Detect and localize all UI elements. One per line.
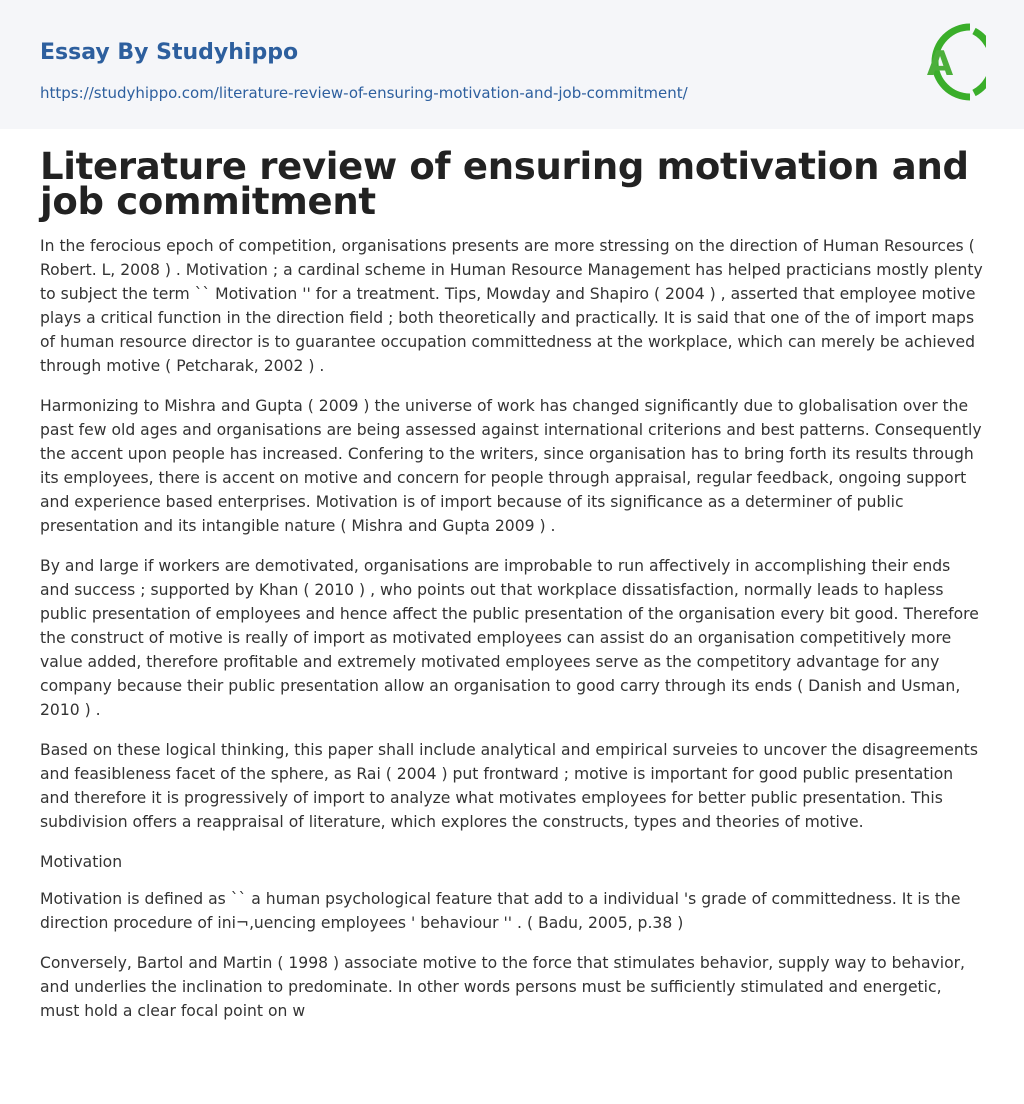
article-paragraph: By and large if workers are demotivated, organisations are improbable to run affectively in accomplishing their ends and success ; supported by Khan ( 2010 ) , who points out that workplace dissatisfaction, normally leads to hapless public presentation of employees and hence affect the public presentation of the organisation every bit good. Therefore the construct of motive is really of import as motivated employees can assist do an organisation competitively more value added, therefore profitable and extremely motivated employees serve as the competitory advantage for any company because their public presentation allow an organisation to good carry through its ends ( Danish and Usman, 2010 ) . <box>40 557 979 719</box>
logo-letter: A <box>926 44 954 84</box>
studyhippo-logo-icon[interactable] <box>912 19 986 105</box>
article-paragraph: In the ferocious epoch of competition, organisations presents are more stressing on the direction of Human Resources ( Robert. L, 2008 ) . Motivation ; a cardinal scheme in Human Resource Management has helped practicians mostly plenty to subject the term `` Motivation '' for a treatment. Tips, Mowday and Shapiro ( 2004 ) , asserted that employee motive plays a critical function in the direction field ; both theoretically and practically. It is said that one of the of import maps of human resource director is to guarantee occupation committedness at the workplace, which can merely be achieved through motive ( Petcharak, 2002 ) . <box>40 237 983 375</box>
section-heading: Motivation <box>40 853 123 871</box>
page-url-link[interactable]: https://studyhippo.com/literature-review-of-ensuring-motivation-and-job-commitment/ <box>40 84 688 102</box>
article-paragraph: Motivation is defined as `` a human psychological feature that add to a individual 's grade of committedness. It is the direction procedure of ini¬‚uencing employees ' behaviour '' . ( Badu, 2005, p.38 ) <box>40 890 961 932</box>
article-paragraph: Harmonizing to Mishra and Gupta ( 2009 ) the universe of work has changed significantly due to globalisation over the past few old ages and organisations are being assessed against international criterions and best patterns. Consequently the accent upon people has increased. Confering to the writers, since organisation has to bring forth its results through its employees, there is accent on motive and concern for people through appraisal, regular feedback, ongoing support and experience based enterprises. Motivation is of import because of its significance as a determiner of public presentation and its intangible nature ( Mishra and Gupta 2009 ) . <box>40 397 982 535</box>
article-paragraph: Conversely, Bartol and Martin ( 1998 ) associate motive to the force that stimulates behavior, supply way to behavior, and underlies the inclination to predominate. In other words persons must be sufficiently stimulated and energetic, must hold a clear focal point on w <box>40 954 966 1020</box>
site-header <box>0 0 1024 129</box>
site-brand[interactable]: Essay By Studyhippo <box>40 40 299 65</box>
article <box>0 145 1024 1023</box>
article-paragraph: Based on these logical thinking, this paper shall include analytical and empirical surveies to uncover the disagreements and feasibleness facet of the sphere, as Rai ( 2004 ) put frontward ; motive is important for good public presentation and therefore it is progressively of import to analyze what motivates employees for better public presentation. This subdivision offers a reappraisal of literature, which explores the constructs, types and theories of motive. <box>40 741 978 831</box>
article-title: Literature review of ensuring motivation and job commitment <box>40 145 969 223</box>
